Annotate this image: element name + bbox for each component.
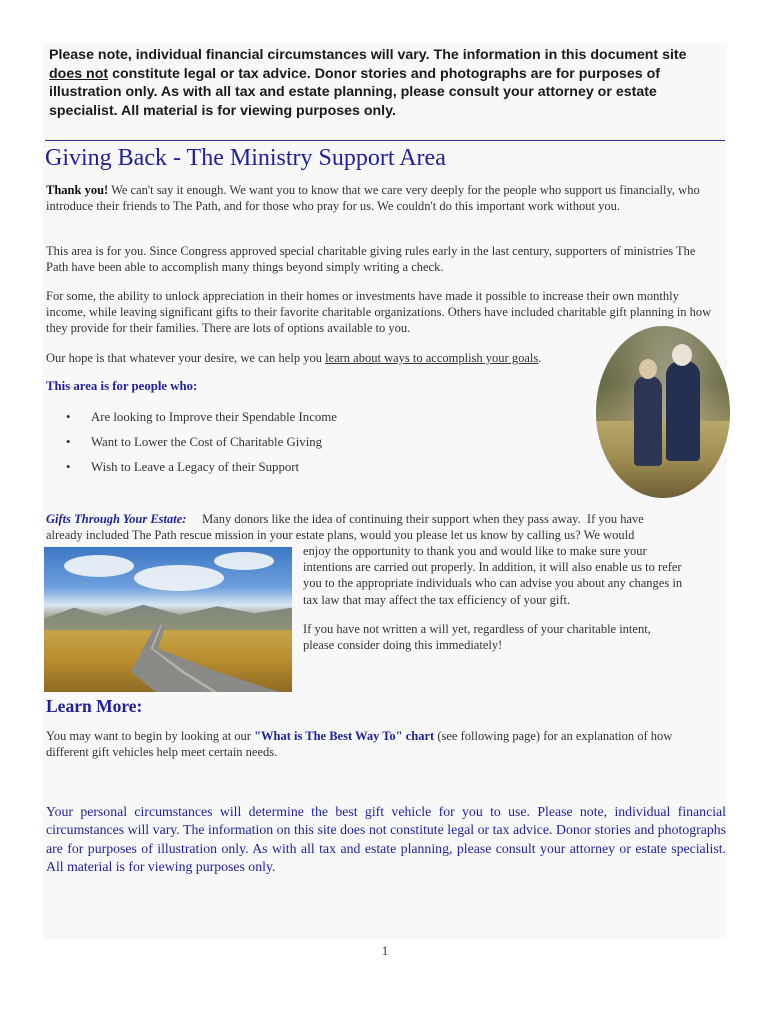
learn-text-before: You may want to begin by looking at our <box>46 729 255 743</box>
hope-period: . <box>538 351 542 365</box>
estate-line: enjoy the opportunity to thank you and would like to make sure your <box>303 544 647 558</box>
will-line: please consider doing this immediately! <box>303 638 503 653</box>
estate-text-1: Many donors like the idea of continuing their support when they pass away. If you have <box>186 512 644 526</box>
notice-underlined: does not <box>49 65 109 82</box>
learn-goals-link[interactable]: learn about ways to accomplish your goals <box>325 351 539 365</box>
estate-line: tax law that may affect the tax efficiency of your gift. <box>303 592 571 607</box>
will-paragraph <box>303 621 723 653</box>
bullet-icon: • <box>66 460 71 475</box>
will-line: If you have not written a will yet, regardless of your charitable intent, <box>303 622 651 636</box>
best-way-chart-link[interactable]: "What is The Best Way To" chart <box>254 729 435 743</box>
paragraph-for-some: For some, the ability to unlock appreciation in their homes or investments have made it possible to increase their own monthly income, while leaving significant gifts to their favorite charitable organizations. Others have included charitable gift planning in how they provide for their families. There are lots of options available to you. <box>46 289 712 336</box>
intro-text: We can't say it enough. We want you to know that we care very deeply for the people who support us financially, who introduce their friends to The Path, and for those who pray for us. We couldn't do this important work without you. <box>46 183 700 214</box>
estate-line: you to the appropriate individuals who can advise you about any changes in <box>303 576 683 591</box>
learn-text-after: (see following page) for an explanation of how different gift vehicles help meet certain needs. <box>46 729 673 760</box>
list-item <box>66 410 337 435</box>
notice-text-before: Please note, individual financial circumstances will vary. The information in this document site <box>49 47 687 63</box>
estate-continued <box>303 543 723 608</box>
page-number: 1 <box>381 944 389 958</box>
disclaimer-notice <box>49 46 721 120</box>
estate-line-1 <box>46 511 718 527</box>
estate-line-2: already included The Path rescue mission in your estate plans, would you please let us know by calling us? We would <box>46 528 635 542</box>
list-item <box>66 460 337 485</box>
notice-text-after: constitute legal or tax advice. Donor stories and photographs are for purposes of illustration only. As with all tax and estate planning, please consult your attorney or estate specialist. All material is for viewing purposes only. <box>49 65 660 119</box>
closing-disclaimer: Your personal circumstances will determine the best gift vehicle for you to use. Please note, individual financial circumstances will vary. The information on this site does not constitute legal or tax advice. Donor stories and photographs are for purposes of illustration only. As with all tax and estate planning, please consult your attorney or estate specialist. All material is for viewing purposes only. <box>46 804 726 874</box>
audience-list <box>66 410 337 486</box>
estate-label: Gifts Through Your Estate: <box>46 512 187 526</box>
couple-photo <box>596 326 730 498</box>
bullet-text: Are looking to Improve their Spendable Income <box>91 410 337 424</box>
estate-line: intentions are carried out properly. In addition, it will also enable us to refer <box>303 560 682 575</box>
thanks-label: Thank you! <box>46 183 109 197</box>
bullet-icon: • <box>66 410 71 424</box>
bullet-icon: • <box>66 435 71 450</box>
list-item <box>66 435 337 460</box>
hope-text: Our hope is that whatever your desire, we can help you <box>46 351 326 365</box>
bullet-text: Want to Lower the Cost of Charitable Giving <box>91 435 323 450</box>
page-title: Giving Back - The Ministry Support Area <box>45 145 446 171</box>
audience-heading: This area is for people who: <box>46 379 198 393</box>
road-landscape-photo <box>44 547 292 692</box>
paragraph-our-hope <box>46 350 606 366</box>
intro-paragraph <box>46 182 718 214</box>
title-rule <box>45 140 725 141</box>
paragraph-this-area: This area is for you. Since Congress approved special charitable giving rules early in the last century, supporters of ministries The Path have been able to accomplish many things beyond simply writing a check. <box>46 244 696 275</box>
learn-more-paragraph <box>46 728 718 760</box>
learn-more-heading: Learn More: <box>46 696 143 716</box>
bullet-text: Wish to Leave a Legacy of their Support <box>91 460 300 475</box>
